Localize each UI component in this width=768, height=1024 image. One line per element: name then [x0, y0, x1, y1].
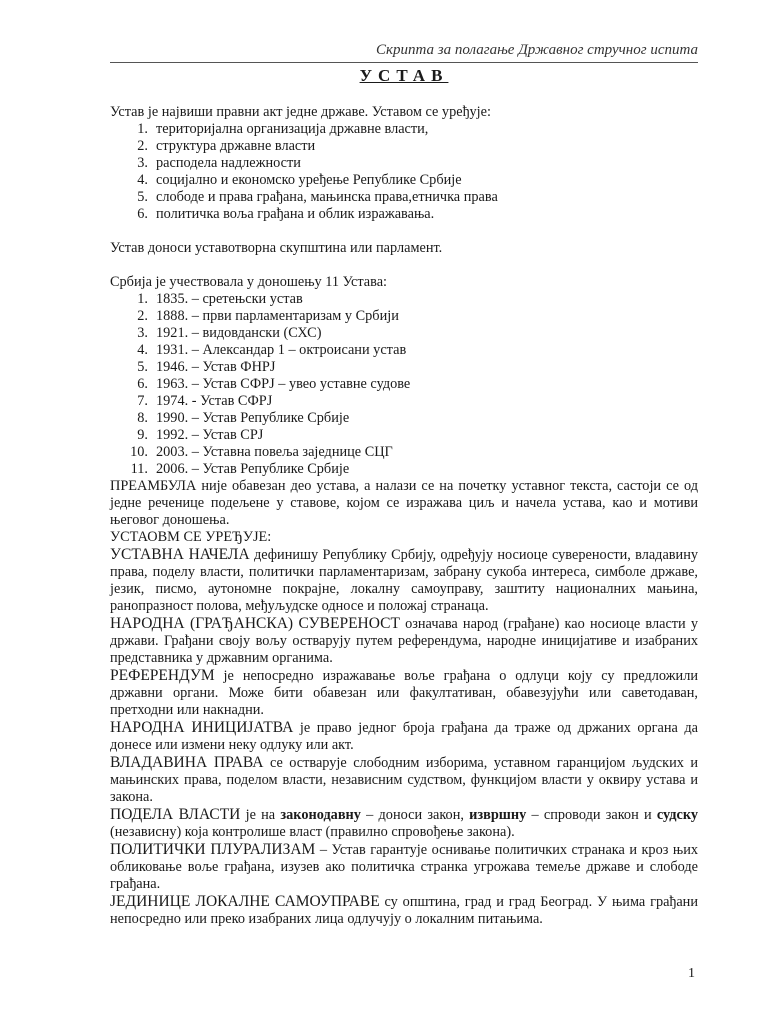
preamble-paragraph: ПРЕАМБУЛА није обавезан део устава, а налази се на почетку уставног текста, састоји се од једне реченице подељене у ставове, којом се изражава циљ и начела устава, као и мотиви његовог доношења. [110, 478, 698, 528]
page-header [110, 40, 698, 63]
list-item: 2. 1888. – први парламентаризам у Србији [137, 308, 399, 324]
list-item: 9. 1992. – Устав СРЈ [137, 427, 264, 443]
regulates-heading: УСТАОВМ СЕ УРЕЂУЈЕ: [110, 529, 272, 545]
sovereignty-paragraph: НАРОДНА (ГРАЂАНСКА) СУВЕРЕНОСТ означава народ (грађане) као носиоце власти у држави. Грађани своју вољу остварују путем референдума, народне иницијативе и изабраних представника у државним органима. [110, 615, 699, 666]
list-item: 3. 1921. – видовдански (СХС) [137, 325, 322, 341]
header-text: Скрипта за полагање Државног стручног испита [376, 42, 698, 58]
initiative-paragraph: НАРОДНА ИНИЦИЈАТВА је право једног броја грађана да траже од држаних органа да донесе или измени неку одлуку или акт. [110, 719, 698, 753]
regulates-list [110, 121, 698, 223]
pluralism-paragraph: ПОЛИТИЧКИ ПЛУРАЛИЗАМ – Устав гарантује оснивање политичких странака и кроз њих обликовање воље грађана, изузев ако политичка странка угрожава темеље државе и слободе грађана. [110, 841, 698, 892]
document-body [110, 104, 698, 928]
principles-paragraph: УСТАВНА НАЧЕЛА дефинишу Републику Србију, одређују носиоце суверености, владавину права, поделу власти, политички парламентаризам, забрану сукоба интереса, симболе државе, језик, писмо, аутономне покрајне, локалну самоуправу, заштиту националних мањина, ранопразност полова, међуљудске односе и положај странаца. [110, 546, 698, 614]
adoption-paragraph: Устав доноси уставотворна скупштина или парламент. [110, 240, 443, 256]
list-item: 6. политичка воља грађана и облик изражавања. [137, 206, 435, 222]
page-number: 1 [688, 966, 695, 981]
list-item: 4. социјално и економско уређење Републике Србије [137, 172, 462, 188]
local-government-paragraph: ЈЕДИНИЦЕ ЛОКАЛНЕ САМОУПРАВЕ су општина, град и град Београд. У њима грађани непосредно или преко изабраних лица одлучују о локалним питањима. [110, 893, 698, 927]
list-item: 1. 1835. – сретењски устав [137, 291, 303, 307]
constitutions-list [110, 291, 698, 478]
list-item: 1. територијална организација државне власти, [137, 121, 429, 137]
list-item: 11. 2006. – Устав Републике Србије [130, 461, 350, 477]
list-item: 5. слободе и права грађана, мањинска права,етничка права [137, 189, 498, 205]
referendum-paragraph: РЕФЕРЕНДУМ је непосредно изражавање воље грађана о одлуци коју су предложили државни органи. Може бити обавезан или факултативан, обавезујући или саветодаван, претходни или накнадни. [110, 667, 698, 718]
document-title: УСТАВ [359, 66, 449, 85]
rule-of-law-paragraph: ВЛАДАВИНА ПРАВА се остварује слободним изборима, уставном гаранцијом људских и мањинских права, поделом власти, независним судством, функцијом власти у оквиру устава и закона. [110, 754, 698, 805]
list-item: 8. 1990. – Устав Републике Србије [137, 410, 350, 426]
list-item: 5. 1946. – Устав ФНРЈ [137, 359, 276, 375]
list-item: 4. 1931. – Александар 1 – октроисани устав [137, 342, 407, 358]
list-item: 7. 1974. - Устав СФРЈ [137, 393, 273, 409]
list-item: 3. расподела надлежности [137, 155, 301, 171]
list-item: 2. структура државне власти [137, 138, 316, 154]
list-item: 6. 1963. – Устав СФРЈ – увео уставне судове [137, 376, 411, 392]
intro-paragraph: Устав је највиши правни акт једне државе. Уставом се уређује: [110, 104, 491, 120]
list-item: 10. 2003. – Уставна повеља заједнице СЦГ [130, 444, 393, 460]
constitutions-intro: Србија је учествовала у доношењу 11 Устава: [110, 274, 388, 290]
separation-paragraph: ПОДЕЛА ВЛАСТИ је на законодавну – доноси закон, извршну – спроводи закон и судску (независну) која контролише власт (правилно спровођење закона). [110, 806, 699, 840]
